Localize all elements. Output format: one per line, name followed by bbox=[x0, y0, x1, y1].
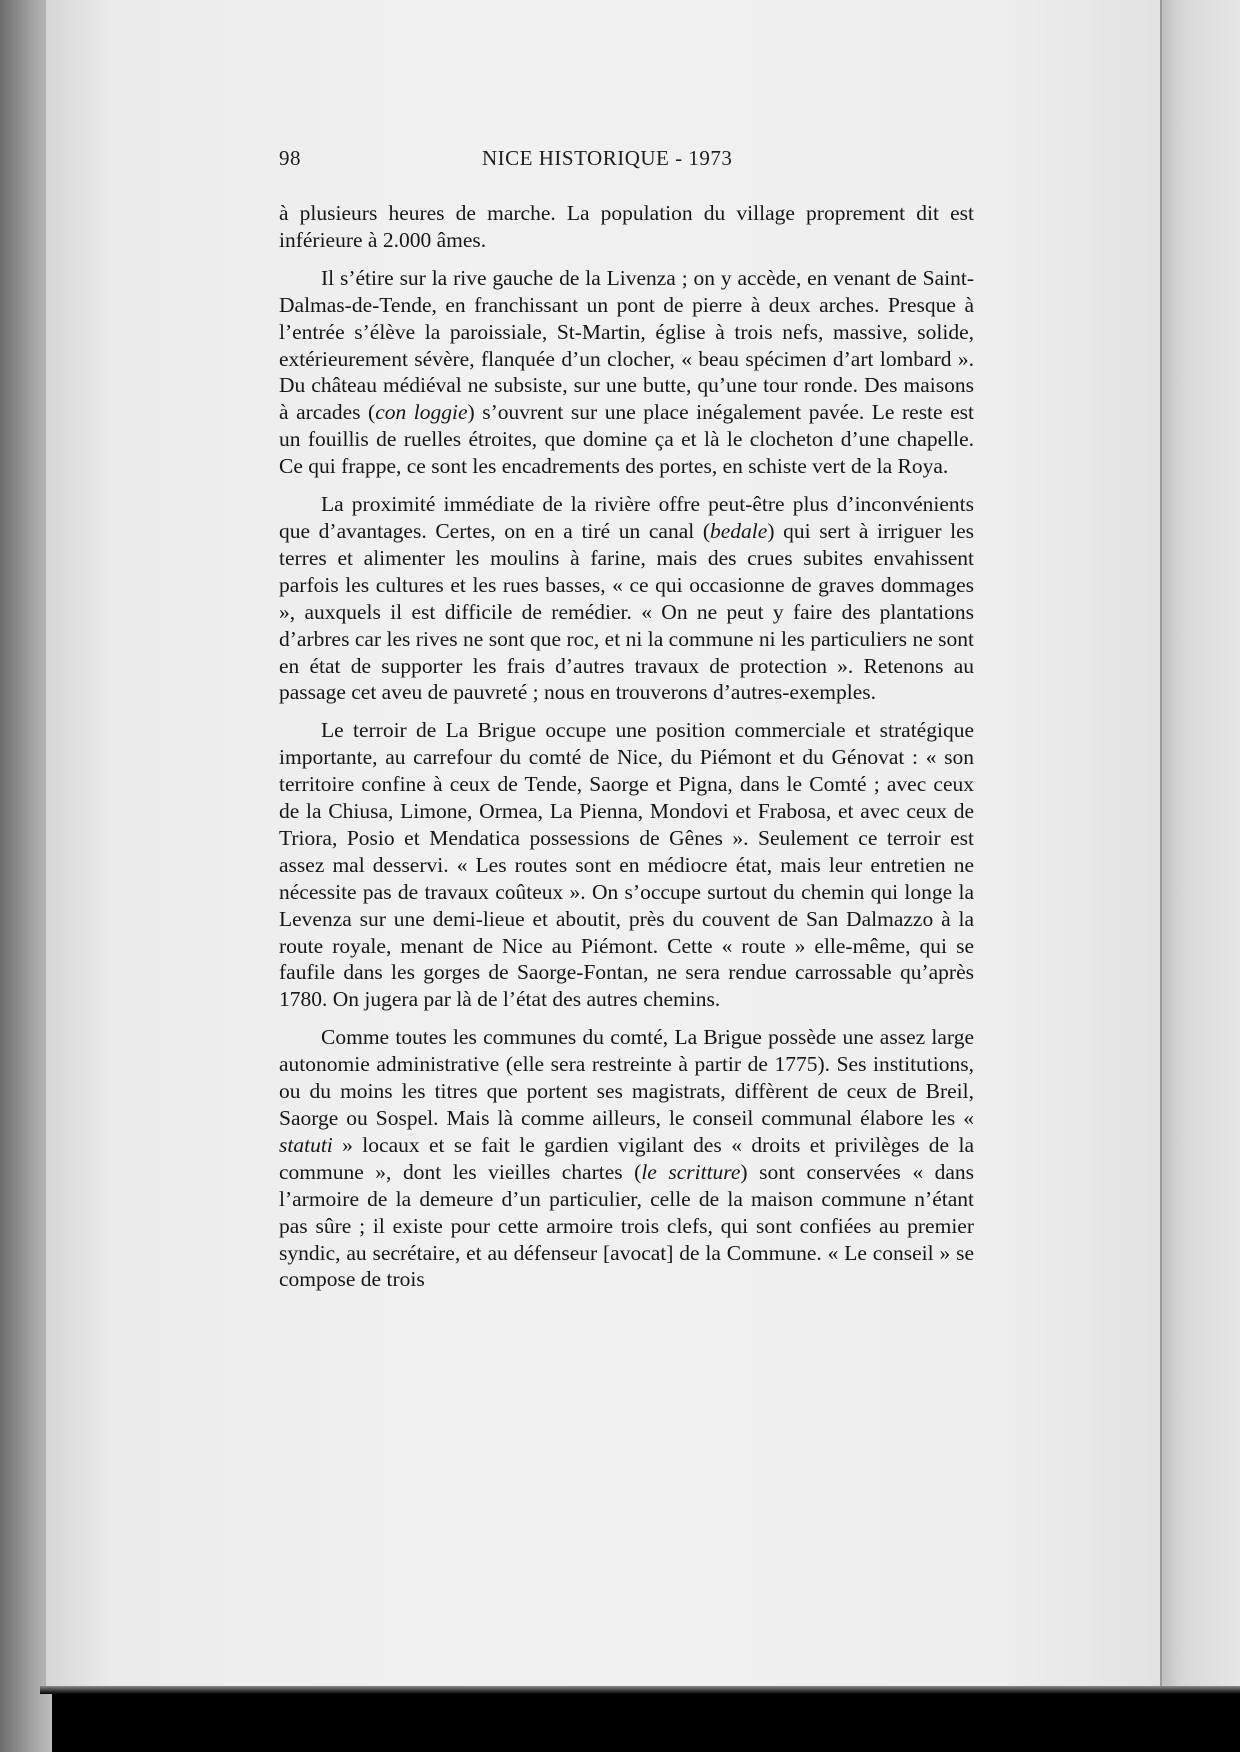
italic-term: le scritture bbox=[641, 1159, 741, 1184]
paragraph-3 bbox=[279, 491, 974, 706]
text-run: ) qui sert à irriguer les terres et alimenter les moulins à farine, mais des crues subites envahissent parfois les cultures et les rues basses, « ce qui occasionne de graves dommages », auxquels il est difficile de remédier. « On ne peut y faire des plantations d’arbres car les rives ne sont que roc, et ni la commune ni les particuliers ne sont en état de supporter les frais d’autres travaux de protection ». Retenons au passage cet aveu de pauvreté ; nous en trouverons d’autres-exemples. bbox=[279, 518, 974, 705]
text-run: Il s’étire sur la rive gauche de la Livenza ; on y accède, en venant de Saint-Dalmas-de-Tende, en franchissant un pont de pierre à deux arches. Presque à l’entrée s’élève la paroissiale, St-Martin, église à trois nefs, massive, solide, extérieurement sévère, flanquée d’un clocher, « beau spécimen d’art lombard ». Du château médiéval ne subsiste, sur une butte, qu’une tour ronde. Des maisons à arcades ( bbox=[279, 265, 974, 425]
paragraph-2 bbox=[279, 265, 974, 480]
body-text bbox=[279, 200, 974, 1304]
running-title: NICE HISTORIQUE - 1973 bbox=[482, 146, 733, 170]
text-run: La proximité immédiate de la rivière offre peut-être plus d’inconvénients que d’avantages. Certes, on en a tiré un canal ( bbox=[279, 492, 974, 543]
text-run: Comme toutes les communes du comté, La Brigue possède une assez large autonomie administrative (elle sera restreinte à partir de 1775). Ses institutions, ou du moins les titres que portent ses magistrats, diffèrent de ceux de Breil, Saorge ou Sospel. Mais là comme ailleurs, le conseil communal élabore les « bbox=[279, 1025, 974, 1130]
text-run: ) sont conservées « dans l’armoire de la demeure d’un particulier, celle de la maison commune n’étant pas sûre ; il existe pour cette armoire trois clefs, qui sont confiées au premier syndic, au secrétaire, et au défenseur [avocat] de la Commune. « Le conseil » se compose de trois bbox=[279, 1159, 974, 1292]
text-run: Le terroir de La Brigue occupe une position commerciale et stratégique importante, au carrefour du comté de Nice, du Piémont et du Génovat : « son territoire confine à ceux de Tende, Saorge et Pigna, dans le Comté ; avec ceux de la Chiusa, Limone, Ormea, La Pienna, Mondovi et Frabosa, et avec ceux de Triora, Posio et Mendatica possessions de Gênes ». Seulement ce terroir est assez mal desservi. « Les routes sont en médiocre état, mais leur entretien ne nécessite pas de travaux coûteux ». On s’occupe surtout du chemin qui longe la Levenza sur une demi-lieue et aboutit, près du couvent de San Dalmazzo à la route royale, menant de Nice au Piémont. Cette « route » elle-même, qui se faufile dans les gorges de Saorge-Fontan, ne sera rendue carrossable qu’après 1780. On jugera par là de l’état des autres chemins. bbox=[279, 718, 974, 1012]
italic-term: bedale bbox=[710, 518, 768, 543]
text-run: ) s’ouvrent sur une place inégalement pavée. Le reste est un fouillis de ruelles étroites, que domine ça et là le clocheton d’une chapelle. Ce qui frappe, ce sont les encadrements des portes, en schiste vert de la Roya. bbox=[279, 400, 974, 479]
paragraph-5 bbox=[279, 1024, 974, 1293]
italic-term: con loggie bbox=[375, 400, 468, 425]
page-bottom-shadow bbox=[40, 1686, 1240, 1694]
paragraph-1 bbox=[279, 200, 974, 254]
page-edge-line bbox=[1160, 0, 1162, 1690]
page-number: 98 bbox=[279, 146, 301, 170]
paragraph-4 bbox=[279, 717, 974, 1013]
page-edge bbox=[1160, 0, 1240, 1690]
text-run: à plusieurs heures de marche. La population du village proprement dit est inférieure à 2.000 âmes. bbox=[279, 201, 974, 252]
scan-left-margin bbox=[0, 0, 52, 1752]
text-run: » locaux et se fait le gardien vigilant des « droits et privilèges de la commune », dont les vieilles chartes ( bbox=[279, 1132, 974, 1184]
page-header bbox=[279, 146, 771, 176]
italic-term: statuti bbox=[279, 1132, 333, 1157]
